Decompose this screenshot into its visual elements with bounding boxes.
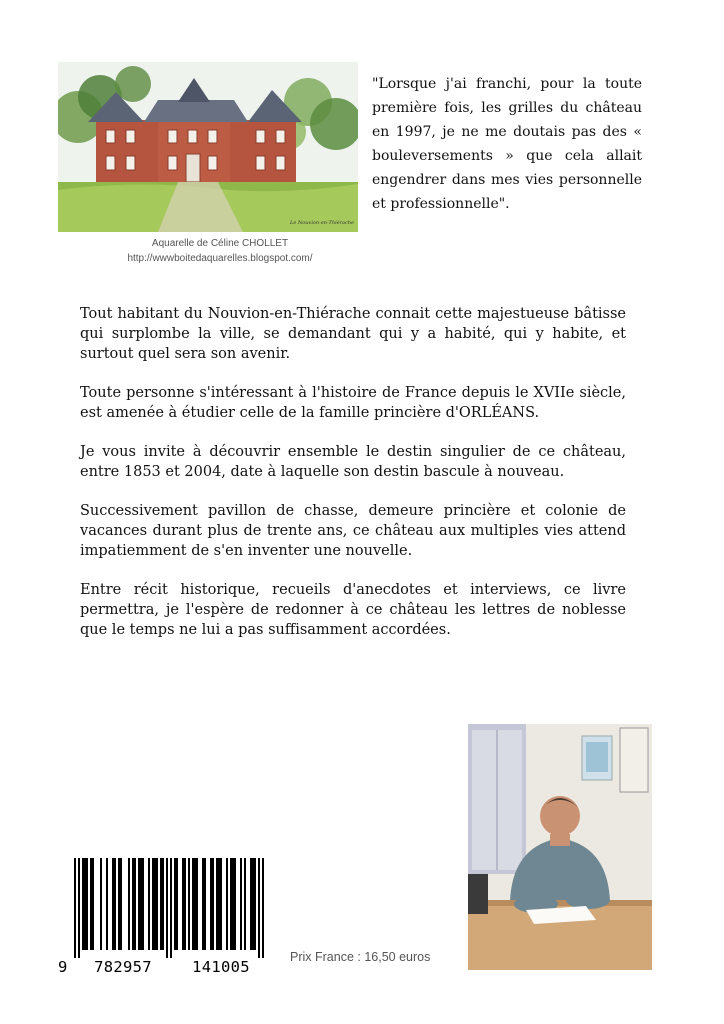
barcode-bar	[170, 858, 172, 958]
isbn-barcode	[58, 858, 270, 976]
barcode-bar	[258, 858, 260, 958]
barcode-bar	[250, 858, 252, 950]
barcode-bar	[134, 858, 136, 950]
barcode-bar	[166, 858, 168, 958]
barcode-bar	[230, 858, 232, 950]
barcode-bar	[194, 858, 196, 950]
barcode-bar	[120, 858, 122, 950]
barcode-bar	[74, 858, 76, 958]
barcode-bar	[162, 858, 164, 950]
barcode-bar	[176, 858, 178, 950]
barcode-bar	[156, 858, 158, 950]
barcode-bar	[138, 858, 140, 950]
barcode-bar	[202, 858, 204, 950]
barcode-bar	[160, 858, 162, 950]
barcode-bar	[84, 858, 86, 950]
barcode-bar	[218, 858, 220, 950]
barcode-bar	[240, 858, 242, 950]
barcode-bar	[140, 858, 142, 950]
barcode-bar	[114, 858, 116, 950]
barcode-bar	[182, 858, 184, 950]
paragraph: Successivement pavillon de chasse, demeure princière et colonie de vacances durant plus de trente ans, ce château aux multiples vies attend impatiemment de s'en inventer une nouvelle.	[80, 503, 626, 559]
chateau-watercolor-image	[58, 62, 358, 232]
barcode-bar	[210, 858, 212, 950]
barcode-bar	[204, 858, 206, 950]
barcode-bar	[152, 858, 154, 950]
caption-url: http://wwwboitedaquarelles.blogspot.com/	[127, 253, 313, 264]
barcode-bar	[262, 858, 264, 958]
barcode-bar	[82, 858, 84, 950]
caption-credit: Aquarelle de Céline CHOLLET	[151, 238, 289, 249]
barcode-bar	[184, 858, 186, 950]
barcode-bar	[148, 858, 150, 950]
svg-text:Le Nouvion-en-Thiérache: Le Nouvion-en-Thiérache	[290, 220, 354, 226]
barcode-bar	[86, 858, 88, 950]
paragraph: Je vous invite à découvrir ensemble le destin singulier de ce château, entre 1853 et 2004, date à laquelle son destin bascule à nouveau.	[80, 444, 626, 480]
barcode-bar	[244, 858, 246, 950]
barcode-bar	[220, 858, 222, 950]
barcode-bar	[142, 858, 144, 950]
barcode-bar	[112, 858, 114, 950]
barcode-bar	[106, 858, 108, 950]
barcode-bar	[254, 858, 256, 950]
barcode-first-digit: 9	[58, 958, 68, 976]
barcode-bar	[252, 858, 254, 950]
barcode-bar	[232, 858, 234, 950]
barcode-bar	[196, 858, 198, 950]
barcode-bar	[216, 858, 218, 950]
price-label: Prix France : 16,50 euros	[290, 950, 431, 964]
barcode-bar	[92, 858, 94, 950]
paragraph: Toute personne s'intéressant à l'histoire de France depuis le XVIIe siècle, est amenée à étudier celle de la famille princière d'ORLÉANS.	[80, 385, 626, 421]
barcode-bar	[154, 858, 156, 950]
barcode-bars	[58, 858, 270, 958]
barcode-bar	[78, 858, 80, 958]
barcode-group-2: 141005	[192, 958, 250, 976]
author-quote: "Lorsque j'ai franchi, pour la toute première fois, les grilles du château en 1997, je ne me doutais pas des « bouleversements » que cela allait engendrer dans mes vies personnelle et professionnelle".	[372, 76, 642, 212]
back-cover-text	[80, 304, 626, 659]
barcode-bar	[212, 858, 214, 950]
barcode-bar	[234, 858, 236, 950]
barcode-bar	[192, 858, 194, 950]
watercolor-caption	[78, 236, 362, 266]
barcode-bar	[188, 858, 190, 950]
barcode-group-1: 782957	[94, 958, 152, 976]
barcode-bar	[90, 858, 92, 950]
barcode-bar	[174, 858, 176, 950]
paragraph: Entre récit historique, recueils d'anecdotes et interviews, ce livre permettra, je l'espère de redonner à ce château les lettres de noblesse que le temps ne lui a pas suffisamment accordées.	[80, 582, 626, 638]
author-photo	[468, 724, 652, 970]
barcode-bar	[128, 858, 130, 950]
barcode-bar	[132, 858, 134, 950]
barcode-bar	[226, 858, 228, 950]
barcode-digits	[58, 956, 270, 976]
paragraph: Tout habitant du Nouvion-en-Thiérache connait cette majestueuse bâtisse qui surplombe la ville, se demandant qui y a habité, qui y habite, et surtout quel sera son avenir.	[80, 306, 626, 362]
barcode-bar	[118, 858, 120, 950]
barcode-bar	[100, 858, 102, 950]
